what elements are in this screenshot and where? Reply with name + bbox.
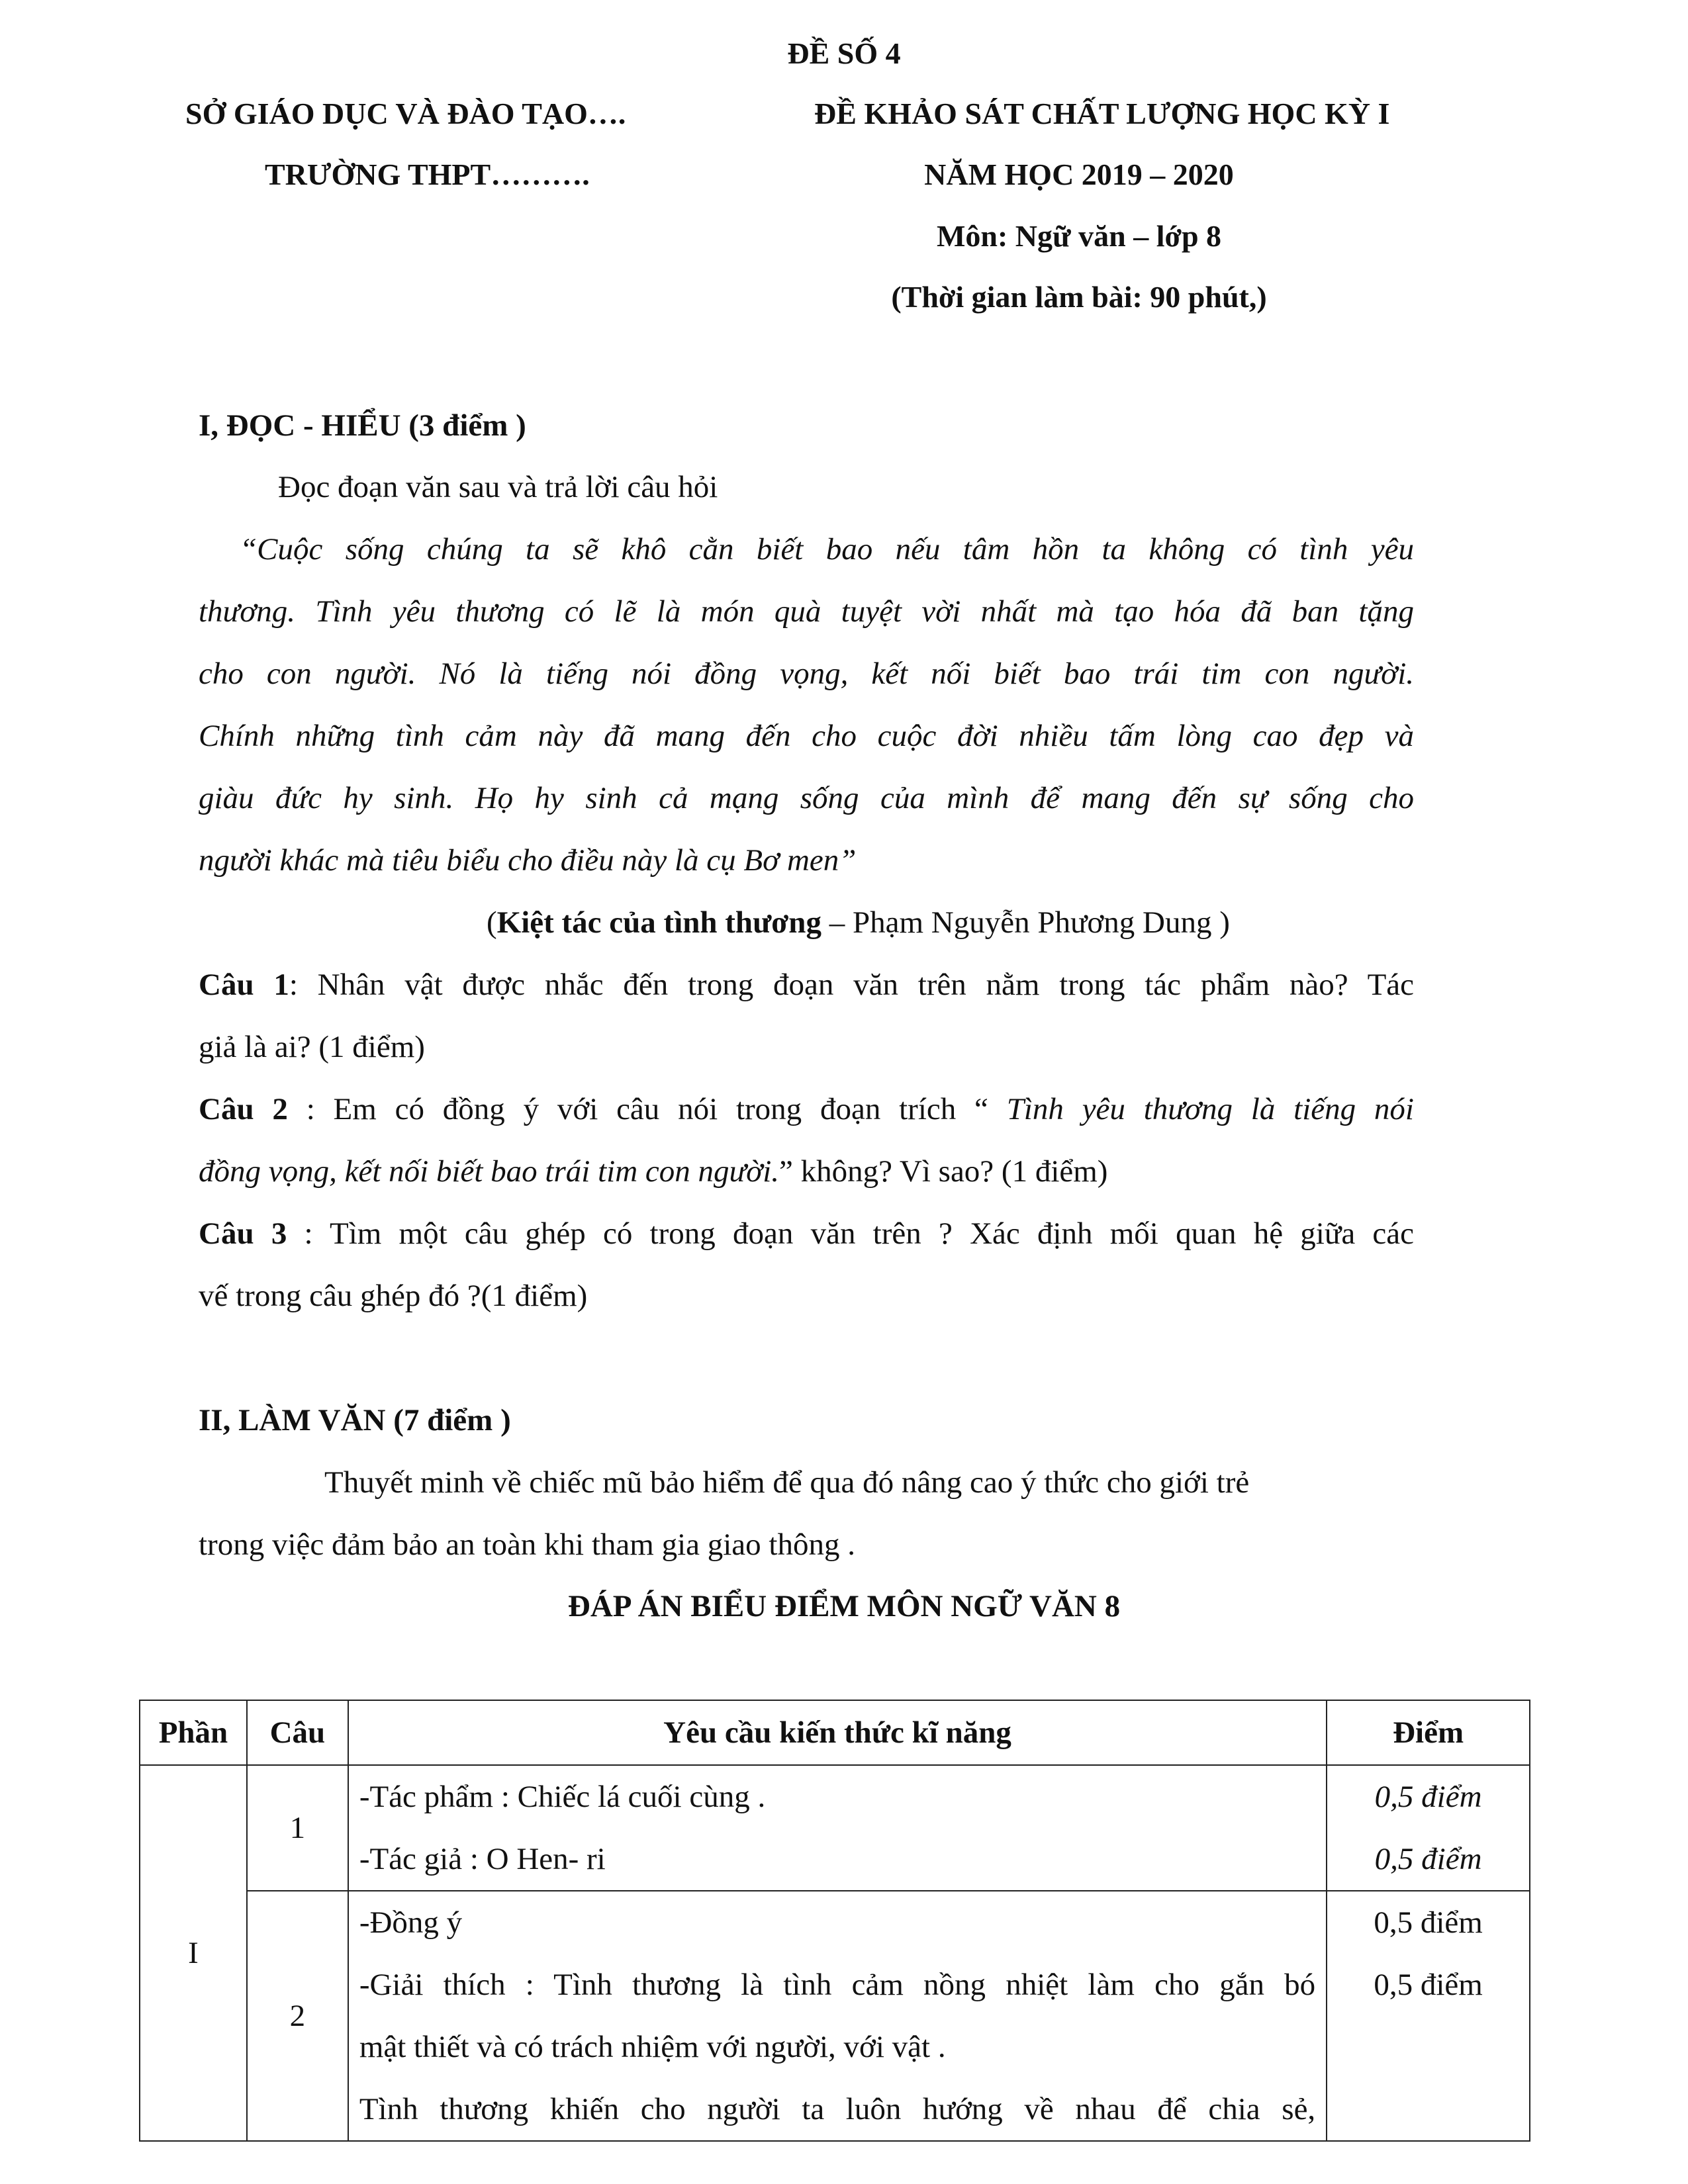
passage-line: thương. Tình yêu thương có lẽ là món quà tuyệt vời nhất mà tạo hóa đã ban tặng — [199, 594, 1414, 629]
answer-table — [139, 1700, 1530, 2142]
requirement-line: mật thiết và có trách nhiệm với người, với vật . — [359, 2030, 946, 2064]
school-name: TRƯỜNG THPT………. — [265, 158, 590, 191]
passage-line: Chính những tình cảm này đã mang đến cho cuộc đời nhiều tấm lòng cao đẹp và — [199, 719, 1414, 753]
passage-line: giàu đức hy sinh. Họ hy sinh cả mạng sống của mình để mang đến sự sống cho — [199, 781, 1414, 815]
q3-label: Câu 3 — [199, 1216, 287, 1251]
header-question: Câu — [247, 1700, 348, 1765]
requirement-line: -Tác giả : O Hen- ri — [359, 1842, 606, 1876]
source-title: Kiệt tác của tình thương — [496, 905, 821, 940]
reading-instruction: Đọc đoạn văn sau và trả lời câu hỏi — [278, 470, 718, 504]
table-row — [140, 1891, 1530, 2141]
requirement-line: -Giải thích : Tình thương là tình cảm nồng nhiệt làm cho gắn bó — [359, 1968, 1316, 2002]
q2-text: : Em có đồng ý với câu nói trong đoạn trích “ — [287, 1092, 1007, 1126]
requirements-cell — [348, 1765, 1327, 1891]
q1-text-cont: giả là ai? (1 điểm) — [199, 1030, 425, 1064]
question-1 — [199, 954, 1414, 1078]
subject-line: Môn: Ngữ văn – lớp 8 — [936, 219, 1222, 253]
q1-label: Câu 1 — [199, 968, 289, 1002]
part1-heading: I, ĐỌC - HIỂU (3 điểm ) — [199, 408, 526, 443]
passage-line: người khác mà tiêu biểu cho điều này là cụ Bơ men” — [199, 843, 857, 878]
question-3 — [199, 1203, 1414, 1327]
question-2 — [199, 1078, 1414, 1203]
header-requirements: Yêu cầu kiến thức kĩ năng — [348, 1700, 1327, 1765]
question-number: 1 — [289, 1811, 306, 1845]
reading-passage — [199, 518, 1414, 891]
score-value: 0,5 điểm — [1374, 1905, 1483, 1940]
score-cell — [1327, 1765, 1530, 1891]
table-row — [140, 1765, 1530, 1891]
essay-prompt — [199, 1451, 1414, 1576]
q3-text: : Tìm một câu ghép có trong đoạn văn trên ? Xác định mối quan hệ giữa các — [287, 1216, 1414, 1251]
part2-heading: II, LÀM VĂN (7 điểm ) — [199, 1403, 511, 1437]
requirement-line: Tình thương khiến cho người ta luôn hướng về nhau để chia sẻ, — [359, 2092, 1316, 2126]
score-value: 0,5 điểm — [1374, 1780, 1482, 1814]
q2-quote: Tình yêu thương là tiếng nói — [1006, 1092, 1414, 1126]
department-name: SỞ GIÁO DỤC VÀ ĐÀO TẠO…. — [185, 97, 626, 130]
q2-label: Câu 2 — [199, 1092, 288, 1126]
answer-key-title: ĐÁP ÁN BIỂU ĐIỂM MÔN NGỮ VĂN 8 — [567, 1589, 1121, 1623]
part-number: I — [188, 1936, 199, 1970]
question-cell — [247, 1765, 348, 1891]
q2-text-cont: ” không? Vì sao? (1 điểm) — [779, 1154, 1108, 1189]
q3-text-cont: vế trong câu ghép đó ?(1 điểm) — [199, 1279, 588, 1313]
source-open-paren: ( — [487, 905, 497, 940]
essay-line: Thuyết minh về chiếc mũ bảo hiểm để qua đó nâng cao ý thức cho giới trẻ — [324, 1465, 1250, 1500]
score-value: 0,5 điểm — [1374, 1968, 1483, 2002]
passage-line: “Cuộc sống chúng ta sẽ khô cằn biết bao nếu tâm hồn ta không có tình yêu — [240, 532, 1414, 567]
exam-number: ĐỀ SỐ 4 — [787, 36, 901, 70]
score-value: 0,5 điểm — [1374, 1842, 1482, 1876]
question-cell — [247, 1891, 348, 2141]
passage-source — [487, 891, 1230, 954]
school-year: NĂM HỌC 2019 – 2020 — [924, 158, 1234, 191]
part-cell — [140, 1765, 247, 2141]
time-limit: (Thời gian làm bài: 90 phút,) — [891, 280, 1267, 314]
source-author: – Phạm Nguyễn Phương Dung ) — [821, 905, 1230, 940]
requirement-line: -Đồng ý — [359, 1905, 463, 1940]
requirements-cell — [348, 1891, 1327, 2141]
table-header-row — [140, 1700, 1530, 1765]
header-score: Điểm — [1327, 1700, 1530, 1765]
exam-title: ĐỀ KHẢO SÁT CHẤT LƯỢNG HỌC KỲ I — [814, 97, 1390, 130]
question-number: 2 — [289, 1999, 306, 2033]
q1-text: : Nhân vật được nhắc đến trong đoạn văn trên nằm trong tác phẩm nào? Tác — [289, 968, 1414, 1002]
q2-quote-cont: đồng vọng, kết nối biết bao trái tim con người. — [199, 1154, 780, 1189]
score-cell — [1327, 1891, 1530, 2141]
requirement-line: -Tác phẩm : Chiếc lá cuối cùng . — [359, 1780, 766, 1814]
passage-line: cho con người. Nó là tiếng nói đồng vọng, kết nối biết bao trái tim con người. — [199, 657, 1414, 691]
essay-line: trong việc đảm bảo an toàn khi tham gia giao thông . — [199, 1527, 855, 1562]
header-part: Phần — [140, 1700, 247, 1765]
